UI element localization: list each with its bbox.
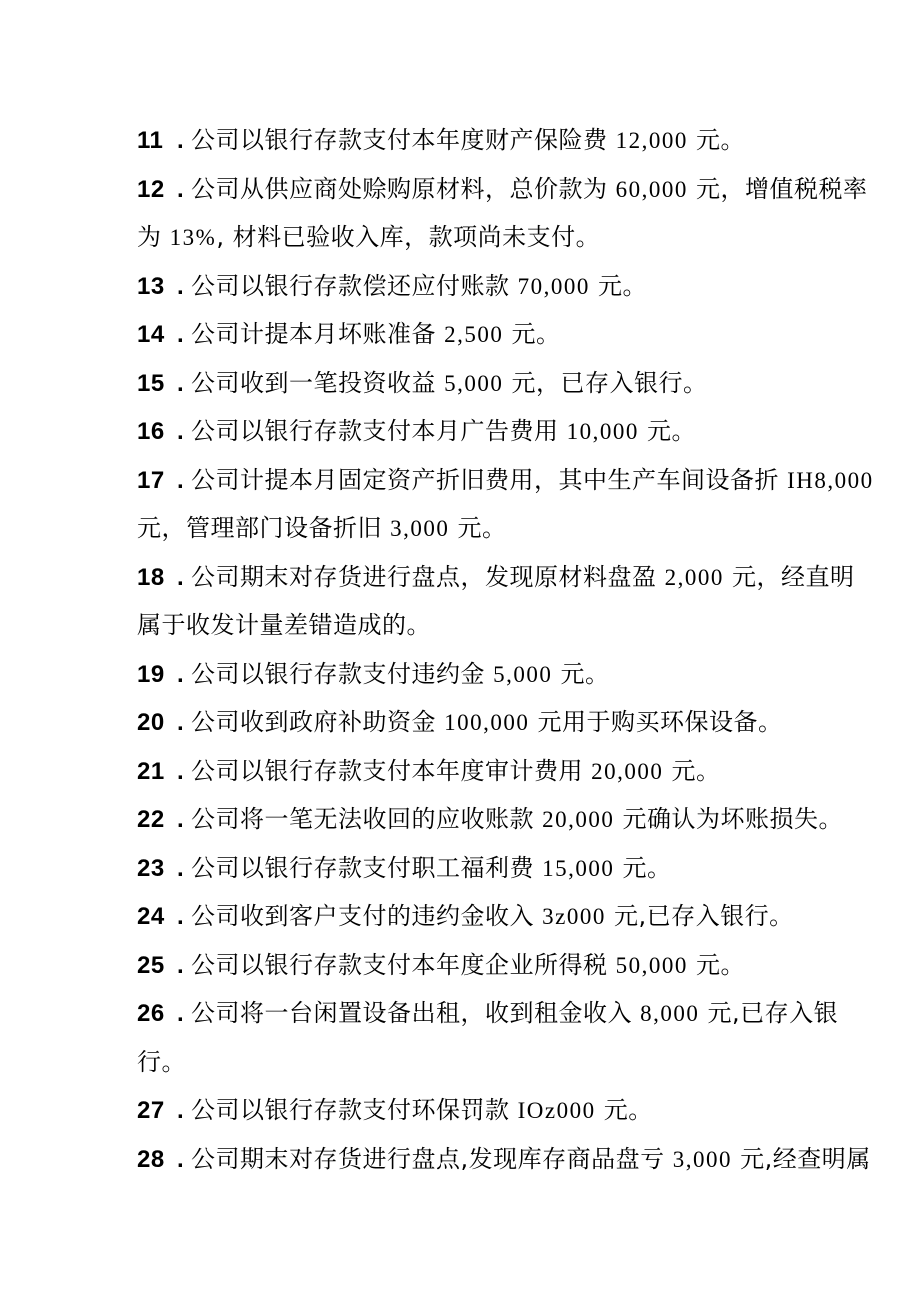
item-number: 15 [137,369,165,397]
item-line [137,262,877,311]
item-number: 23 [137,854,165,882]
item-text-before: 公司从供应商处赊购原材料，总价款为 [191,174,616,203]
item-text-after: 元。 [449,514,507,542]
item-text-after: 元确认为坏账损失。 [614,805,844,833]
item-number: 18 [137,563,165,591]
item-number: 25 [137,951,165,979]
item-text-before: 公司将一笔无法收回的应收账款 [191,805,543,833]
item-text-after: 元。 [589,271,648,300]
item-line [137,407,877,456]
item-continuation-line [137,213,877,262]
item-text-after: , 材料已验收入库，款项尚未支付。 [216,223,601,251]
item-text-after: 元,已存入银 [699,999,839,1027]
item-text-before: 公司将一台闲置设备出租，收到租金收入 [191,999,641,1027]
item-line [137,650,877,699]
item-dot: . [177,660,185,688]
item-amount: 8,000 [640,1001,700,1026]
item-text-after: 元，经直明 [723,562,855,591]
item-dot: . [177,127,185,154]
item-text-after: 元，已存入银行。 [503,368,708,397]
item-number: 22 [137,806,165,833]
item-line [137,116,877,165]
item-text-before: 公司以银行存款偿还应付账款 [191,271,518,300]
item-dot: . [177,321,185,348]
item-number: 20 [137,709,165,736]
item-amount: 20,000 [542,807,615,832]
item-text-before: 公司收到政府补助资金 [191,708,445,736]
item-number: 14 [137,321,165,348]
item-dot: . [177,757,185,785]
item-text-after: 元。 [614,853,672,882]
item-line [137,553,877,602]
item-text-before: 公司计提本月坏账准备 [191,320,445,348]
item-dot: . [177,369,185,397]
item-number: 13 [137,272,165,300]
item-line [137,310,877,359]
item-text-before: 公司以银行存款支付职工福利费 [191,853,543,882]
item-text-before: 公司期末对存货进行盘点，发现原材料盘盈 [191,562,665,591]
item-amount: IH8,000 [787,467,874,493]
item-text-before: 公司收到一笔投资收益 [191,368,445,397]
item-text-before: 行。 [137,1047,186,1076]
item-number: 12 [137,175,165,203]
item-number: 16 [137,418,165,445]
item-text-before: 属于收发计量差错造成的。 [137,611,431,639]
item-line [137,941,877,990]
item-text-before: 公司期末对存货进行盘点,发现库存商品盘亏 [191,1144,673,1173]
item-dot: . [177,709,185,736]
item-line [137,359,877,408]
item-amount: 12,000 [615,128,688,153]
item-line [137,795,877,844]
item-text-after: 元,已存入银行。 [605,902,794,930]
item-line [137,989,877,1038]
item-text-after: 元。 [552,659,610,688]
item-text-after: 元。 [663,756,721,785]
item-number: 11 [137,127,164,154]
item-line [137,747,877,796]
item-text-after: 元。 [595,1096,653,1124]
item-continuation-line [137,1038,877,1087]
item-number: 19 [137,660,165,688]
item-number: 17 [137,466,165,494]
item-text-before: 公司以银行存款支付本年度财产保险费 [191,126,616,154]
item-text-after: 元，增值税税率 [687,174,868,203]
item-amount: 50,000 [615,952,688,978]
item-line [137,844,877,893]
item-dot: . [177,951,185,979]
item-line [137,456,877,505]
item-number: 27 [137,1097,165,1124]
item-continuation-line [137,504,877,553]
item-amount: 3z000 [542,904,606,929]
item-amount: 3,000 [390,516,450,541]
item-text-after: 元。 [503,320,561,348]
item-text-before: 公司以银行存款支付本年度企业所得税 [191,950,616,979]
item-dot: . [177,418,185,445]
item-amount: 5,000 [493,661,553,687]
item-amount: 5,000 [444,370,504,396]
item-dot: . [177,272,185,300]
item-dot: . [177,175,185,203]
item-amount: 13% [169,225,217,250]
item-continuation-line [137,601,877,650]
item-line [137,1086,877,1135]
item-text-before: 元，管理部门设备折旧 [137,514,391,542]
item-text-before: 公司收到客户支付的违约金收入 [191,902,543,930]
item-line [137,892,877,941]
item-amount: 10,000 [566,419,639,444]
item-dot: . [177,903,185,930]
item-text-before: 公司以银行存款支付本月广告费用 [191,417,567,445]
item-text-before: 为 [137,223,170,251]
item-amount: 20,000 [591,758,664,784]
item-text-before: 公司计提本月固定资产折旧费用，其中生产车间设备折 [191,465,788,494]
item-dot: . [177,466,185,494]
item-line [137,698,877,747]
item-number: 28 [137,1145,165,1173]
item-dot: . [177,563,185,591]
item-dot: . [177,806,185,833]
item-text-after: 元用于购买环保设备。 [529,708,783,736]
item-dot: . [177,854,185,882]
item-text-after: 元。 [687,950,746,979]
item-amount: IOz000 [517,1098,596,1123]
item-amount: 70,000 [517,273,590,299]
item-dot: . [177,1000,185,1027]
item-text-before: 公司以银行存款支付本年度审计费用 [191,756,592,785]
item-text-before: 公司以银行存款支付违约金 [191,659,494,688]
item-text-after: 元。 [687,126,746,154]
item-text-before: 公司以银行存款支付环保罚款 [191,1096,518,1124]
item-text-after: 元,经查明属 [732,1144,871,1173]
item-dot: . [177,1145,185,1173]
item-amount: 2,000 [664,564,724,590]
document-page [137,116,877,1183]
item-number: 26 [137,1000,165,1027]
item-amount: 15,000 [542,855,615,881]
item-amount: 2,500 [444,322,504,347]
item-line [137,1135,877,1184]
item-dot: . [177,1097,185,1124]
item-amount: 100,000 [444,710,530,735]
item-number: 24 [137,903,165,930]
item-amount: 3,000 [672,1146,733,1172]
item-amount: 60,000 [615,176,688,202]
item-text-after: 元。 [638,417,697,445]
item-line [137,165,877,214]
item-number: 21 [137,757,165,785]
